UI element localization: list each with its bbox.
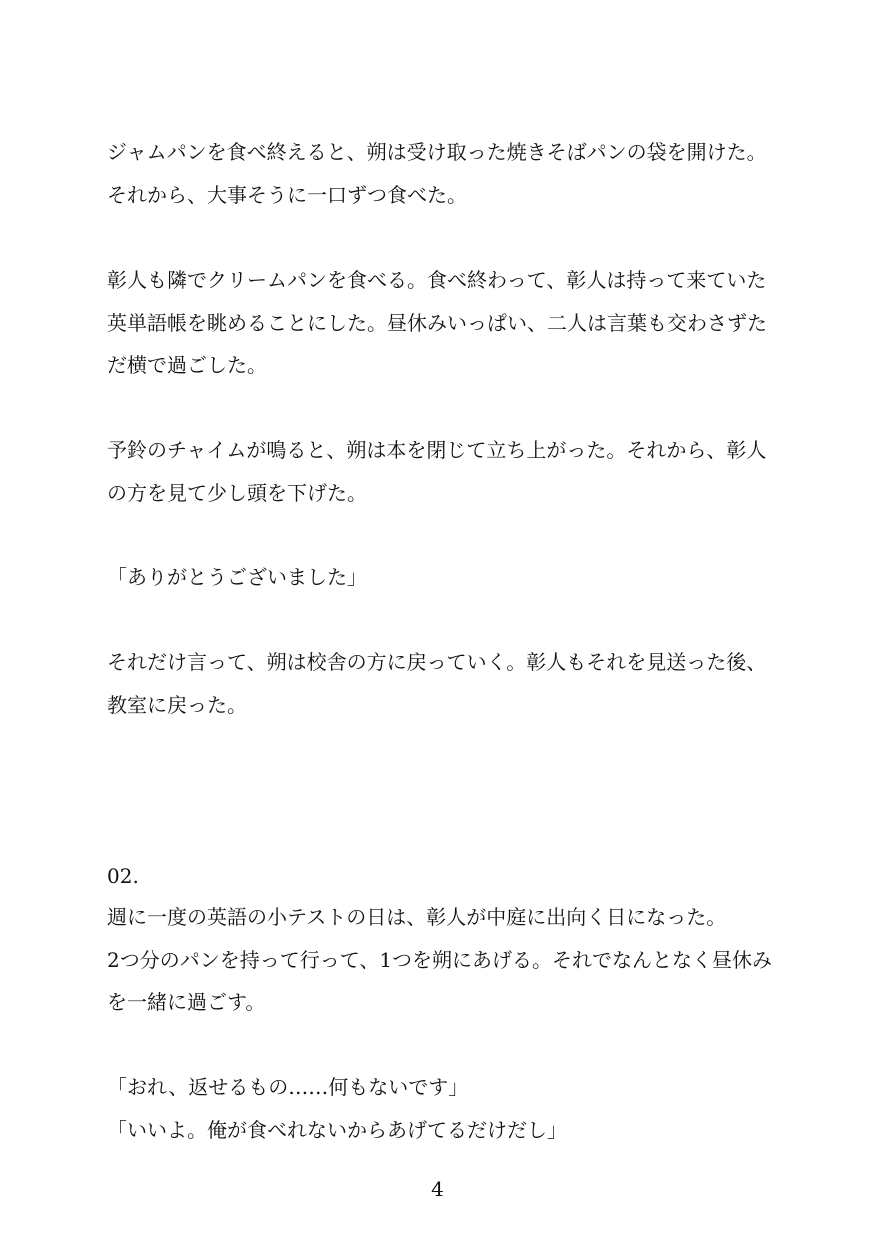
text-line: 予鈴のチャイムが鳴ると、朔は本を閉じて立ち上がった。それから、彰人: [107, 438, 767, 462]
text-line: 週に一度の英語の小テストの日は、彰人が中庭に出向く日になった。: [107, 905, 727, 929]
text-line: 彰人も隣でクリームパンを食べる。食べ終わって、彰人は持って来ていた: [107, 268, 767, 292]
text-line: の方を見て少し頭を下げた。: [107, 481, 367, 505]
text-line: を一緒に過ごす。: [107, 990, 266, 1014]
dialogue-line: 「おれ、返せるもの……何もないです」: [107, 1075, 469, 1099]
text-line: だ横で過ごした。: [107, 353, 267, 377]
text-line: 英単語帳を眺めることにした。昼休みいっぱい、二人は言葉も交わさずた: [107, 311, 767, 335]
text-line: ジャムパンを食べ終えると、朔は受け取った焼きそばパンの袋を開けた。: [107, 140, 767, 164]
page-number: 4: [431, 1177, 444, 1201]
text-line: それだけ言って、朔は校舎の方に戻っていく。彰人もそれを見送った後、: [107, 650, 767, 674]
text-line: 2つ分のパンを持って行って、1つを朔にあげる。それでなんとなく昼休み: [107, 948, 773, 972]
text-line: それから、大事そうに一口ずつ食べた。: [107, 183, 467, 207]
section-heading: 02.: [107, 864, 139, 888]
dialogue-line: 「ありがとうございました」: [107, 565, 367, 589]
text-line: 教室に戻った。: [107, 693, 247, 717]
dialogue-line: 「いいよ。俺が食べれないからあげてるだけだし」: [107, 1118, 567, 1142]
